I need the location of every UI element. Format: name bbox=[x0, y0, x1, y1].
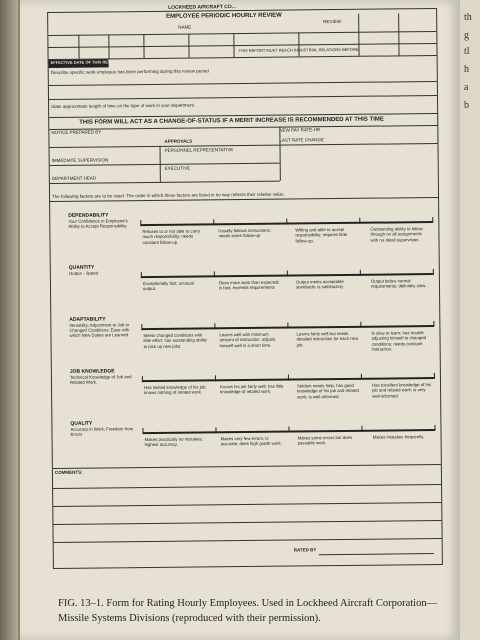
rating-level-description[interactable]: Has limited knowledge of his job; knows nothing of related work. bbox=[144, 384, 207, 396]
rating-scale-tick bbox=[286, 219, 287, 225]
approvals-label: APPROVALS bbox=[164, 138, 193, 144]
factor-label bbox=[69, 264, 139, 276]
factor-label bbox=[70, 420, 140, 437]
rating-scale-tick bbox=[142, 428, 143, 434]
rating-scale-tick bbox=[433, 269, 434, 275]
rating-level-description[interactable]: Usually follows instructions; needs some follow-up bbox=[218, 227, 271, 239]
rating-scale-tick bbox=[213, 219, 214, 225]
rating-level-description[interactable]: Willing and able to accept responsibility; requires little follow-up. bbox=[295, 226, 348, 244]
time-on-work-prompt: State approximate length of time on the type of work in your department. bbox=[51, 102, 196, 110]
rating-level-description[interactable]: Does more work than expected; is fast; exceeds requirements bbox=[218, 279, 280, 291]
rating-level-description[interactable]: Makes very few errors; is accurate; does high grade work. bbox=[220, 435, 282, 447]
review-label: REVIEW bbox=[323, 18, 342, 25]
company-name: LOCKHEED AIRCRAFT CO... bbox=[168, 4, 236, 11]
facing-page-edge bbox=[460, 0, 480, 640]
rating-scale-tick bbox=[434, 425, 435, 431]
rating-level-description[interactable]: Outstanding ability to follow through on all assignments with no detail supervision. bbox=[370, 226, 423, 243]
rating-scale-tick bbox=[142, 376, 143, 382]
rating-scale-tick bbox=[215, 427, 216, 433]
rating-scale-tick bbox=[140, 220, 141, 226]
facing-page-text: b bbox=[464, 100, 469, 111]
executive-label: EXECUTIVE bbox=[164, 165, 191, 171]
effective-date-label: EFFECTIVE DATE OF THIS REVIEW bbox=[50, 59, 119, 66]
rating-level-description[interactable]: Is slow to learn; has trouble adjusting himself to changed conditions; needs constant instruction. bbox=[371, 330, 427, 352]
factor-label bbox=[70, 368, 140, 385]
factor-label bbox=[69, 316, 139, 338]
figure-caption: FIG. 13–1. Form for Rating Hourly Employees. Used in Lockheed Aircraft Corporation—Missile Systems Divisions (reproduced with their permission). bbox=[58, 598, 438, 625]
merit-increase-notice: THIS FORM WILL ACT AS A CHANGE-OF-STATUS IF A MERIT INCREASE IS RECOMMENDED AT THIS TIME bbox=[79, 116, 384, 126]
rating-level-description[interactable]: Learns well with minimum amount of instruction; adjusts himself well in a short time. bbox=[219, 331, 276, 348]
factor-description: Accuracy in Work; Freedom from Errors bbox=[70, 426, 134, 437]
book-gutter bbox=[0, 0, 18, 640]
rating-scale-tick bbox=[287, 271, 288, 277]
factor-description: Output - Speed bbox=[68, 270, 99, 276]
rating-scale-tick bbox=[215, 375, 216, 381]
factor-name: ADAPTABILITY bbox=[69, 316, 106, 323]
rating-level-description[interactable]: Makes some errors but does passable work. bbox=[297, 434, 353, 446]
rated-by-label: RATED BY bbox=[293, 547, 317, 553]
rating-scale-tick bbox=[359, 218, 360, 224]
work-description-prompt: Describe specific work employee has been performing during this review period bbox=[50, 68, 209, 76]
rating-scale-tick bbox=[434, 373, 435, 379]
facing-page-text: g bbox=[464, 30, 469, 41]
rating-level-description[interactable]: Has excellent knowledge of his job and related work; is very well-informed. bbox=[371, 382, 432, 399]
factor-label bbox=[68, 212, 138, 229]
department-head-label: DEPARTMENT HEAD bbox=[51, 175, 97, 182]
rating-scale-tick bbox=[214, 323, 215, 329]
form-title: EMPLOYEE PERIODIC HOURLY REVIEW bbox=[166, 12, 282, 20]
facing-page-text: h bbox=[464, 64, 469, 75]
facing-page-text: a bbox=[464, 82, 469, 93]
last-rate-change-label: LAST RATE CHANGE bbox=[279, 137, 325, 143]
rating-level-description[interactable]: Seldom needs help; has good knowledge of his job and related work; is well-informed. bbox=[296, 382, 359, 400]
rating-scale-tick bbox=[361, 426, 362, 432]
factor-description: Your Confidence in Employee's Ability to Accept Responsibility. bbox=[68, 218, 128, 230]
rating-scale-tick bbox=[433, 321, 434, 327]
rating-scale-tick bbox=[360, 270, 361, 276]
rating-level-description[interactable]: Learns fairly well but needs detailed instruction for each new job. bbox=[296, 330, 359, 348]
personnel-rep-label: PERSONNEL REPRESENTATIVE bbox=[164, 147, 234, 153]
rating-level-description[interactable]: Makes mistakes frequently. bbox=[372, 434, 425, 440]
facing-page-text: tl bbox=[464, 46, 470, 57]
rating-level-description[interactable]: Refuses to or not able to carry much responsibility; needs constant follow-up. bbox=[142, 228, 200, 245]
rating-level-description[interactable]: Exceptionally fast; unusual output. bbox=[142, 280, 194, 292]
rating-form bbox=[47, 4, 443, 569]
rating-level-description[interactable]: Output meets acceptable standards; is satisfactory bbox=[295, 278, 344, 290]
rating-scale-tick bbox=[141, 324, 142, 330]
rating-scale-tick bbox=[432, 217, 433, 223]
rating-scale-tick bbox=[288, 427, 289, 433]
immediate-supervision-label: IMMEDIATE SUPERVISION bbox=[51, 157, 109, 164]
comments-label: COMMENTS: bbox=[54, 469, 83, 476]
rating-level-description[interactable]: Makes practically no mistakes; highest accuracy. bbox=[144, 436, 203, 448]
report-deadline-note: THIS REPORT MUST REACH INDUSTRIAL RELATIONS BEFORE bbox=[238, 46, 359, 54]
rating-scale-tick bbox=[288, 375, 289, 381]
factor-description: Technical Knowledge of Job and Related Work. bbox=[69, 374, 132, 385]
rating-scale-tick bbox=[214, 271, 215, 277]
rating-level-description[interactable]: Knows his job fairly well; has little knowledge of related work. bbox=[220, 383, 284, 395]
rating-level-description[interactable]: Output below normal requirements; definitely slow. bbox=[370, 278, 427, 290]
rating-scale-tick bbox=[287, 323, 288, 329]
notice-prepared-label: NOTICE PREPARED BY bbox=[51, 129, 102, 136]
factor-description: Versatility; Adjustment to Job or Changed Conditions; Ease with which New Duties are Learned. bbox=[69, 322, 130, 339]
rating-scale-tick bbox=[361, 374, 362, 380]
name-label: NAME bbox=[178, 24, 192, 30]
rating-scale-tick bbox=[360, 322, 361, 328]
factor-name: JOB KNOWLEDGE bbox=[69, 368, 115, 375]
new-pay-label: NEW PAY RATE-HR bbox=[279, 127, 321, 133]
rating-level-description[interactable]: Meets changed conditions with little effort; has outstanding ability to pick up new jobs. bbox=[143, 332, 208, 349]
facing-page-text: th bbox=[464, 12, 472, 23]
rating-scale-tick bbox=[141, 272, 142, 278]
factor-name: DEPENDABILITY bbox=[68, 212, 109, 219]
factor-name: QUANTITY bbox=[68, 264, 95, 271]
factor-name: QUALITY bbox=[70, 420, 93, 427]
factors-intro: The following factors are to be rated. The order in which these factors are listed in no way reflects their relative value. bbox=[52, 191, 285, 200]
